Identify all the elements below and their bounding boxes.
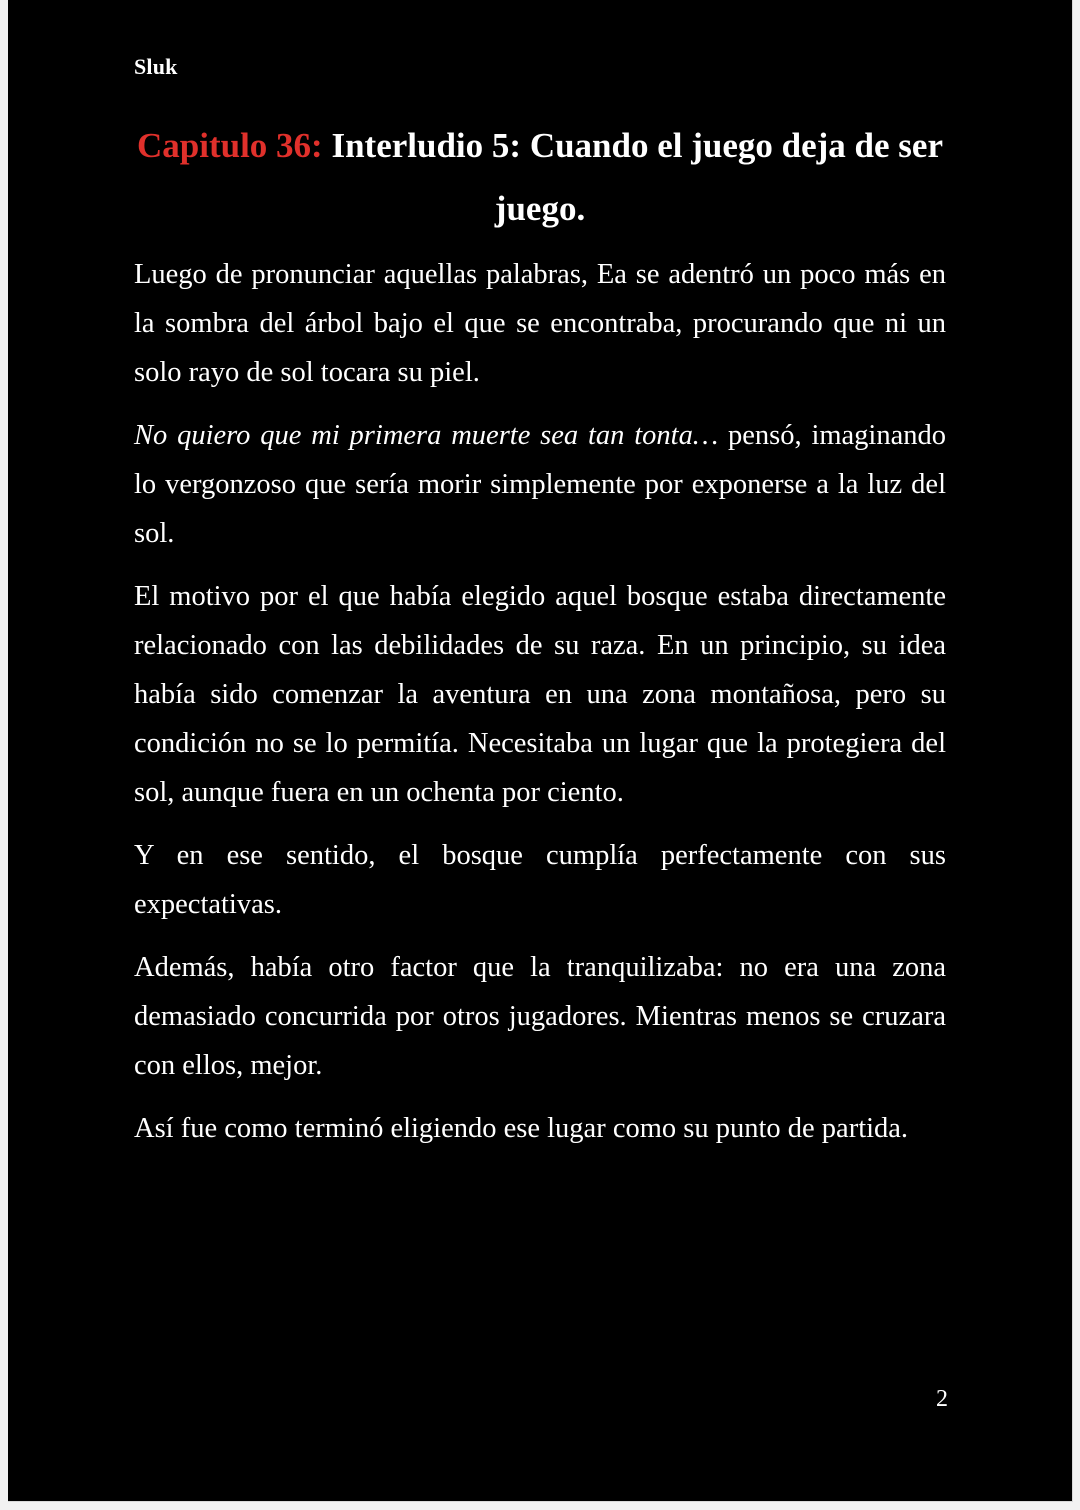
page-number: 2 [936,1386,948,1412]
paragraph-2-thought: No quiero que mi primera muerte sea tan tonta… [134,420,719,451]
paragraph-2 [134,411,946,558]
paragraph-1: Luego de pronunciar aquellas palabras, Ea se adentró un poco más en la sombra del árbol bajo el que se encontraba, procurando que ni un solo rayo de sol tocara su piel. [134,259,946,388]
paragraph-5: Además, había otro factor que la tranquilizaba: no era una zona demasiado concurrida por otros jugadores. Mientras menos se cruzara con ellos, mejor. [134,952,946,1081]
chapter-heading [134,114,946,240]
chapter-body [134,250,946,1167]
chapter-title-text: Interludio 5: Cuando el juego deja de ser juego. [331,126,943,228]
running-header-author: Sluk [134,54,178,79]
chapter-number-label: Capitulo 36: [137,126,323,165]
document-page [8,0,1073,1502]
paragraph-4: Y en ese sentido, el bosque cumplía perfectamente con sus expectativas. [134,840,946,920]
paragraph-3: El motivo por el que había elegido aquel bosque estaba directamente relacionado con las debilidades de su raza. En un principio, su idea había sido comenzar la aventura en una zona montañosa, pero su condición no se lo permitía. Necesitaba un lugar que la protegiera del sol, aunque fuera en un ochenta por ciento. [134,581,946,808]
paragraph-2-text: pensó, imaginando lo vergonzoso que sería morir simplemente por exponerse a la luz del sol. [134,420,946,549]
paragraph-6: Así fue como terminó eligiendo ese lugar como su punto de partida. [134,1113,909,1144]
